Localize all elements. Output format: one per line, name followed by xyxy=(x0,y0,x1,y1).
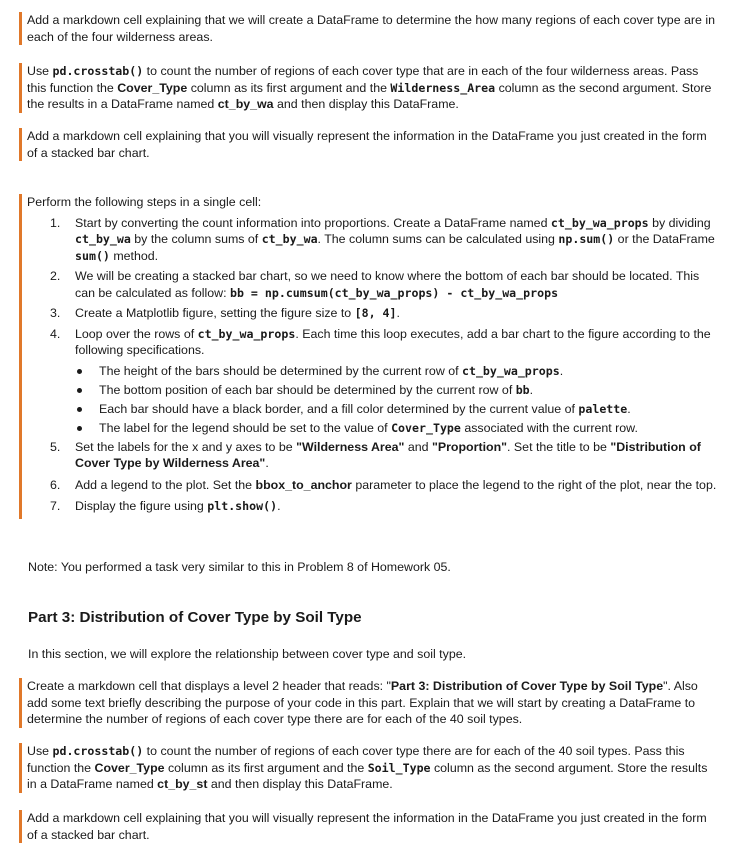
text-run: Create a markdown cell that displays a level 2 header that reads: " xyxy=(27,679,391,693)
text-run: method. xyxy=(109,248,159,263)
bold-term: Cover_Type xyxy=(117,80,188,95)
step-number: 4. xyxy=(50,326,61,341)
instruction-text: Add a markdown cell explaining that you will visually represent the information in the DataFrame you just created in the form of a stacked bar chart. xyxy=(27,811,707,842)
step-1 xyxy=(27,215,717,265)
step-7 xyxy=(27,498,717,515)
text-run: and then display this DataFrame. xyxy=(273,97,459,111)
homework-note xyxy=(28,559,718,576)
step-number: 7. xyxy=(50,499,61,513)
bold-term: ct_by_wa xyxy=(217,97,274,111)
intro-text: In this section, we will explore the relationship between cover type and soil type. xyxy=(28,647,467,661)
instruction-text: Add a markdown cell explaining that you will visually represent the information in the DataFrame you just created in the form of a stacked bar chart. xyxy=(27,129,707,160)
bold-term: bbox_to_anchor xyxy=(255,477,352,492)
text-run: We will be creating a stacked bar chart, so we need to know where the bottom of each bar should be located. This can be calculated as follow: xyxy=(75,269,700,300)
code-span: sum() xyxy=(75,248,110,263)
code-span: ct_by_wa xyxy=(75,232,131,246)
section-heading: Part 3: Distribution of Cover Type by Soil Type xyxy=(28,609,362,626)
code-span: plt.show() xyxy=(207,499,278,513)
code-span: Wilderness_Area xyxy=(390,80,496,95)
text-run: Use xyxy=(27,744,53,758)
text-run: . Each time this loop executes, add a bar chart to the figure according to the following specifications. xyxy=(75,326,711,357)
step-number: 5. xyxy=(50,439,61,454)
code-span: ct_by_wa_props xyxy=(461,363,560,378)
bold-term: ct_by_st xyxy=(157,777,208,791)
bullet-item xyxy=(27,363,717,380)
text-run: Create a Matplotlib figure, setting the figure size to xyxy=(75,306,355,320)
text-run: . The column sums can be calculated using xyxy=(317,232,559,246)
text-run: . xyxy=(559,363,564,378)
text-run: by dividing xyxy=(648,215,711,230)
step-number: 3. xyxy=(50,306,61,320)
code-span: pd.crosstab() xyxy=(52,64,144,78)
bold-term: "Proportion" xyxy=(431,439,508,454)
text-run: by the column sums of xyxy=(130,232,262,246)
text-run: and xyxy=(404,439,432,454)
section-intro xyxy=(28,646,718,663)
instruction-crosstab-wilderness xyxy=(19,63,717,113)
bullet-item xyxy=(27,401,717,418)
bold-term: "Wilderness Area" xyxy=(296,439,405,454)
text-run: . xyxy=(265,456,269,470)
instruction-steps xyxy=(19,194,717,519)
text-run: Add a legend to the plot. Set the xyxy=(75,477,256,492)
code-span: Cover_Type xyxy=(391,420,461,435)
text-run: Each bar should have a black border, and a fill color determined by the current value of xyxy=(99,401,579,416)
note-text: Note: You performed a task very similar to this in Problem 8 of Homework 05. xyxy=(28,560,451,574)
bold-term: Cover_Type xyxy=(94,760,165,775)
step-6 xyxy=(27,477,717,494)
bullet-item xyxy=(27,420,717,437)
text-run: ". Also add some text briefly describing the purpose of your code in this part. Explain that we will start by creating a DataFrame to determine the number of regions of each cover type there are for each of the 40 soil types. xyxy=(27,679,698,726)
text-run: Set the labels for the x and y axes to be xyxy=(75,439,297,454)
text-run: Loop over the rows of xyxy=(75,326,198,341)
steps-list-continued xyxy=(27,439,717,515)
steps-list xyxy=(27,215,717,359)
text-run: Use xyxy=(27,64,53,78)
instruction-markdown-wilderness xyxy=(19,12,717,45)
steps-intro: Perform the following steps in a single cell: xyxy=(27,195,262,209)
bold-term: Part 3: Distribution of Cover Type by Soil Type xyxy=(390,679,664,693)
text-run: column as the second argument. Store the results in a DataFrame named xyxy=(27,760,708,791)
text-run: and then display this DataFrame. xyxy=(207,777,393,791)
instruction-markdown-chart-soil xyxy=(19,810,717,843)
text-run: column as its first argument and the xyxy=(187,80,391,95)
instruction-crosstab-soil xyxy=(19,743,717,793)
text-run: . Set the title to be xyxy=(507,439,611,454)
instruction-markdown-chart xyxy=(19,128,717,161)
code-span: np.sum() xyxy=(558,232,615,246)
bold-term: "Distribution of Cover Type by Wilderness Area" xyxy=(75,439,701,470)
step-2 xyxy=(27,268,717,301)
code-span: pd.crosstab() xyxy=(52,744,144,758)
code-span: [8, 4] xyxy=(354,306,397,320)
code-span: bb xyxy=(515,382,530,397)
text-run: The label for the legend should be set to the value of xyxy=(99,420,392,435)
code-span: palette xyxy=(578,401,628,416)
step-number: 1. xyxy=(50,215,61,230)
text-run: . xyxy=(396,306,400,320)
text-run: Start by converting the count information into proportions. Create a DataFrame named xyxy=(75,215,551,230)
code-span: ct_by_wa xyxy=(261,232,318,246)
text-run: associated with the current row. xyxy=(460,420,638,435)
text-run: . xyxy=(529,382,534,397)
step-4-bullets xyxy=(27,363,717,437)
text-run: parameter to place the legend to the right of the plot, near the top. xyxy=(351,477,717,492)
text-run: or the DataFrame xyxy=(614,232,715,246)
step-5 xyxy=(27,439,717,472)
step-3 xyxy=(27,305,717,322)
instruction-text: Add a markdown cell explaining that we will create a DataFrame to determine the how many regions of each cover type are in each of the four wilderness areas. xyxy=(27,13,716,44)
text-run: The bottom position of each bar should be determined by the current row of xyxy=(99,382,516,397)
bullet-item xyxy=(27,382,717,399)
code-span: ct_by_wa_props xyxy=(550,215,649,230)
text-run: . xyxy=(627,401,631,416)
text-run: column as the second argument. Store the results in a DataFrame named xyxy=(27,80,712,111)
instruction-markdown-header xyxy=(19,678,717,728)
step-number: 6. xyxy=(50,477,61,492)
text-run: . xyxy=(277,499,281,513)
text-run: Display the figure using xyxy=(75,499,208,513)
code-span: ct_by_wa_props xyxy=(197,326,296,341)
step-4 xyxy=(27,326,717,359)
step-number: 2. xyxy=(50,269,61,283)
code-span: Soil_Type xyxy=(367,760,431,775)
text-run: to count the number of regions of each cover type there are for each of the 40 soil types. Pass this function the xyxy=(27,744,685,775)
text-run: column as its first argument and the xyxy=(164,760,368,775)
text-run: to count the number of regions of each cover type that are in each of the four wilderness areas. Pass this function the xyxy=(27,64,699,95)
text-run: The height of the bars should be determined by the current row of xyxy=(99,363,462,378)
code-span: bb = np.cumsum(ct_by_wa_props) - ct_by_wa_props xyxy=(229,285,559,300)
